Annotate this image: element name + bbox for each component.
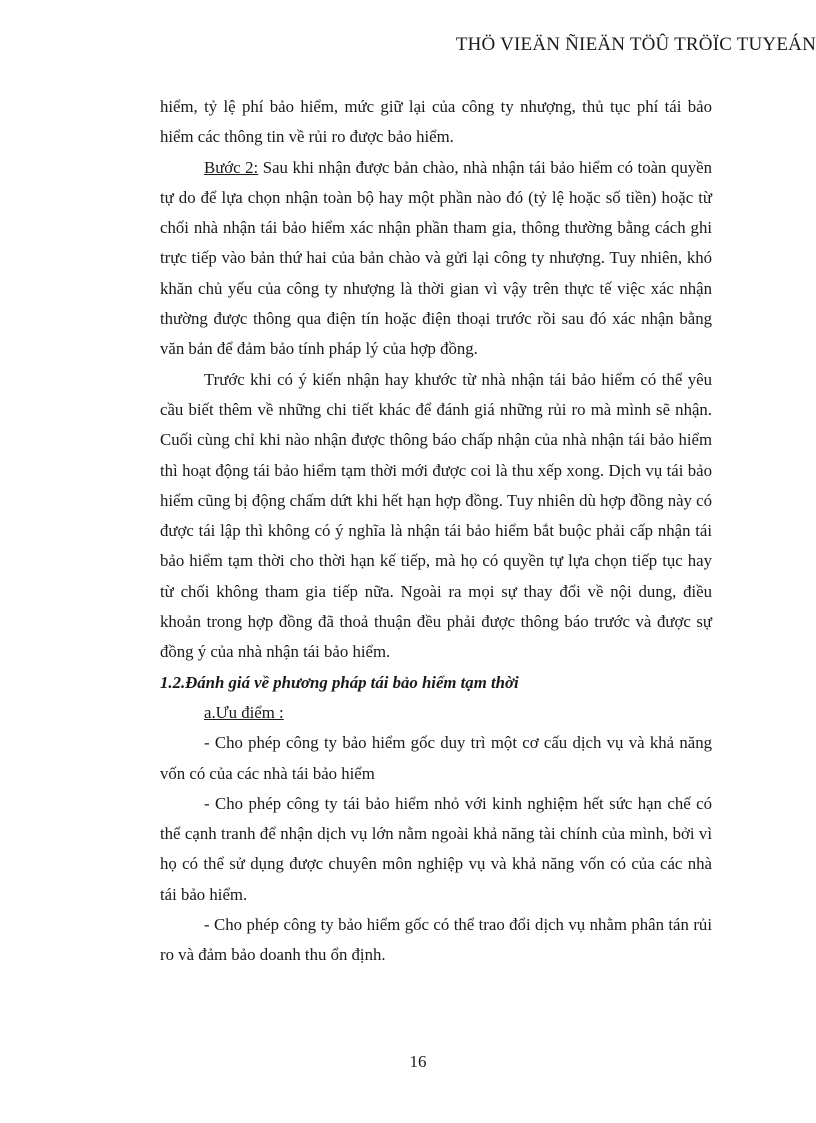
- advantage-item-1: - Cho phép công ty bảo hiểm gốc duy trì một cơ cấu dịch vụ và khả năng vốn có của các nhà tái bảo hiểm: [160, 733, 712, 783]
- paragraph-before-acceptance: Trước khi có ý kiến nhận hay khước từ nhà nhận tái bảo hiểm có thể yêu cầu biết thêm về những chi tiết khác để đánh giá những rủi ro mà mình sẽ nhận. Cuối cùng chỉ khi nào nhận được thông báo chấp nhận của nhà nhận tái bảo hiểm thì hoạt động tái bảo hiểm tạm thời mới được coi là thu xếp xong. Dịch vụ tái bảo hiểm cũng bị động chấm dứt khi hết hạn hợp đồng. Tuy nhiên dù hợp đồng này có được tái lập thì không có ý nghĩa là nhận tái bảo hiểm bắt buộc phải cấp nhận tái bảo hiểm tạm thời cho thời hạn kế tiếp, mà họ có quyền tự lựa chọn tiếp tục hay từ chối không tham gia tiếp nữa. Ngoài ra mọi sự thay đổi về nội dung, điều khoản trong hợp đồng đã thoả thuận đều phải được thông báo trước và được sự đồng ý của nhà nhận tái bảo hiểm.: [160, 369, 712, 662]
- document-body: [160, 92, 712, 971]
- page-number: 16: [409, 1052, 427, 1071]
- step-2-text: Sau khi nhận được bản chào, nhà nhận tái bảo hiểm có toàn quyền tự do để lựa chọn nhận toàn bộ hay một phần nào đó (tỷ lệ hoặc số tiền) hoặc từ chối nhà nhận tái bảo hiểm xác nhận phần tham gia, thông thường bằng cách ghi trực tiếp vào bản thứ hai của bản chào và gửi lại công ty nhượng. Tuy nhiên, khó khăn chủ yếu của công ty nhượng là thời gian vì vậy trên thực tế việc xác nhận thường được thông qua điện tín hoặc điện thoại trước rồi sau đó xác nhận bằng văn bản để đảm bảo tính pháp lý của hợp đồng.: [160, 157, 712, 359]
- section-heading: 1.2.Đánh giá về phương pháp tái bảo hiểm tạm thời: [160, 672, 519, 692]
- paragraph-step-2: [160, 153, 712, 365]
- advantage-item-2: - Cho phép công ty tái bảo hiểm nhỏ với kinh nghiệm hết sức hạn chế có thể cạnh tranh để nhận dịch vụ lớn nằm ngoài khả năng tài chính của mình, bởi vì họ có thể sử dụng được chuyên môn nghiệp vụ và khả năng vốn có của các nhà tái bảo hiểm.: [160, 793, 712, 904]
- subsection-heading-text: a.Ưu điểm :: [204, 702, 284, 722]
- paragraph-continuation: hiểm, tỷ lệ phí bảo hiểm, mức giữ lại của công ty nhượng, thủ tục phí tái bảo hiểm các thông tin về rủi ro được bảo hiểm.: [160, 97, 712, 147]
- subsection-heading: [160, 698, 712, 728]
- page-header-title: THÖ VIEÄN ÑIEÄN TÖÛ TRÖÏC TUYEÁN: [455, 34, 816, 55]
- step-label: Bước 2:: [204, 157, 259, 177]
- advantage-item-3: - Cho phép công ty bảo hiểm gốc có thể trao đổi dịch vụ nhằm phân tán rủi ro và đảm bảo doanh thu ổn định.: [160, 915, 712, 965]
